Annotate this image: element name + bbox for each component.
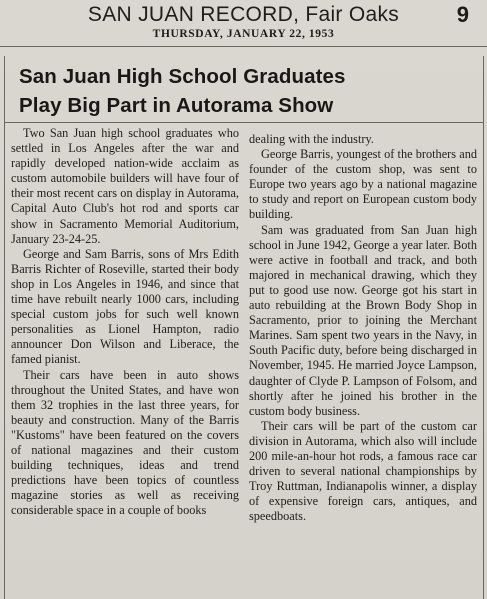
- headline-line-2: Play Big Part in Autorama Show: [19, 94, 334, 117]
- article-paragraph: George and Sam Barris, sons of Mrs Edith Barris Richter of Roseville, started their body shop in Los Angeles in 1946, and since that time have rebuilt nearly 1000 cars, including special custom jobs for such well known personalities as Lionel Hampton, radio announcer Don Wilson and Liberace, the famed pianist.: [11, 246, 239, 367]
- issue-date: THURSDAY, JANUARY 22, 1953: [152, 28, 335, 40]
- headline-divider: [5, 122, 483, 123]
- page-number: 9: [456, 2, 469, 27]
- article-headline: [19, 62, 479, 120]
- masthead: [0, 0, 487, 47]
- news-article: [4, 56, 484, 599]
- headline-line-1: San Juan High School Graduates: [19, 65, 346, 88]
- article-paragraph: George Barris, youngest of the brothers and founder of the custom shop, was sent to Europe two years ago by a national magazine to study and report on European custom body building.: [249, 147, 477, 222]
- article-paragraph: Their cars will be part of the custom car division in Autorama, which also will include 200 mile-an-hour hot rods, a famous race car driven to several national championships by Troy Ruttman, Indianapolis winner, a display of expensive foreign cars, antiques, and speedboats.: [249, 418, 477, 524]
- article-paragraph: Sam was graduated from San Juan high school in June 1942, George a year later. Both were active in football and track, and both majored in mechanical drawing, which they put to good use now. George got his start in auto rebuilding at the Brown Body Shop in Sacramento, prior to joining the Merchant Marines. Sam spent two years in the Navy, in South Pacific duty, before being discharged in November, 1945. He married Joyce Lampson, daughter of Clyde P. Lampson of Folsom, and shortly after he joined his brother in the custom body business.: [249, 222, 477, 418]
- article-column-right: [249, 132, 477, 524]
- article-paragraph: Two San Juan high school graduates who settled in Los Angeles after the war and rapidly developed nation-wide acclaim as custom automobile builders will have four of their most recent cars on display in Autorama, Capital Auto Club's hot rod and sports car show in Sacramento Memorial Auditorium, January 23-24-25.: [11, 126, 239, 246]
- article-paragraph-continuation: dealing with the industry.: [249, 132, 374, 146]
- article-paragraph: Their cars have been in auto shows throughout the United States, and have won them 32 trophies in the last three years, for beauty and construction. Many of the Barris "Kustoms" have been featured on the covers of national magazines and their custom building techniques, ideas and trend predictions have been topics of countless magazine stories as well as receiving considerable space in a couple of books: [11, 367, 239, 518]
- article-column-left: [11, 126, 239, 518]
- publication-name: SAN JUAN RECORD, Fair Oaks: [87, 3, 400, 26]
